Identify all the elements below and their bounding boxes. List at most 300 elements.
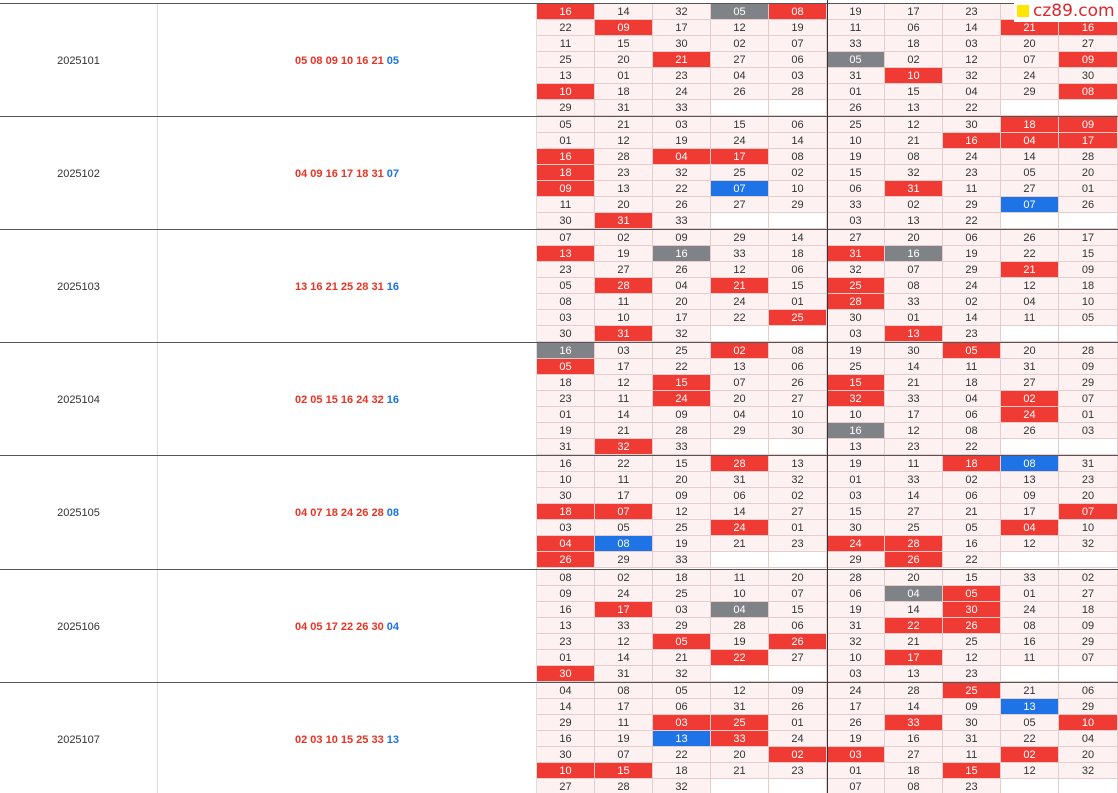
grid-cell: 01 bbox=[537, 133, 595, 149]
grid-cell: 17 bbox=[885, 407, 943, 423]
grid-cell: 26 bbox=[653, 262, 711, 278]
blue-ball: 05 bbox=[386, 54, 399, 67]
red-balls: 04 05 17 22 26 30 bbox=[295, 620, 384, 633]
grid-cell: 12 bbox=[885, 423, 943, 439]
grid-cell: 08 bbox=[537, 294, 595, 310]
grid-cell: 18 bbox=[885, 763, 943, 779]
grid-cell: 02 bbox=[595, 230, 653, 246]
grid-cell: 24 bbox=[943, 149, 1001, 165]
grid-cell: 04 bbox=[885, 586, 943, 602]
column-divider bbox=[827, 0, 828, 793]
grid-cell: 28 bbox=[711, 456, 769, 472]
grid-cell: 14 bbox=[1001, 149, 1059, 165]
grid-cell: 16 bbox=[885, 731, 943, 747]
grid-cell: 15 bbox=[769, 278, 827, 294]
grid-cell: 24 bbox=[711, 520, 769, 536]
grid-cell: 11 bbox=[943, 359, 1001, 375]
grid-cell: 23 bbox=[769, 536, 827, 552]
grid-cell: 15 bbox=[1059, 246, 1118, 262]
grid-cell: 24 bbox=[827, 536, 885, 552]
grid-cell: 09 bbox=[1059, 618, 1118, 634]
grid-cell bbox=[1001, 552, 1059, 568]
grid-cell: 24 bbox=[595, 586, 653, 602]
grid-cell: 21 bbox=[595, 423, 653, 439]
grid-cell: 26 bbox=[537, 552, 595, 568]
grid-cell: 32 bbox=[653, 666, 711, 682]
grid-cell: 29 bbox=[943, 262, 1001, 278]
grid-cell: 14 bbox=[769, 230, 827, 246]
grid-cell: 13 bbox=[885, 100, 943, 116]
grid-cell: 17 bbox=[1059, 133, 1118, 149]
grid-cell: 18 bbox=[943, 375, 1001, 391]
grid-cell: 15 bbox=[595, 36, 653, 52]
grid-cell: 24 bbox=[711, 294, 769, 310]
grid-cell: 08 bbox=[885, 278, 943, 294]
grid-cell: 15 bbox=[711, 117, 769, 133]
grid-cell: 14 bbox=[885, 488, 943, 504]
grid-cell: 04 bbox=[537, 683, 595, 699]
grid-cell: 11 bbox=[827, 20, 885, 36]
grid-cell: 31 bbox=[595, 666, 653, 682]
grid-cell: 31 bbox=[885, 181, 943, 197]
grid-cell: 12 bbox=[711, 683, 769, 699]
grid-cell: 04 bbox=[1001, 294, 1059, 310]
red-balls: 13 16 21 25 28 31 bbox=[295, 280, 384, 293]
grid-cell bbox=[1059, 439, 1118, 455]
grid-cell: 28 bbox=[885, 536, 943, 552]
grid-cell: 20 bbox=[1001, 36, 1059, 52]
blue-ball: 16 bbox=[386, 280, 399, 293]
table-row bbox=[0, 455, 1118, 568]
grid-cell bbox=[1001, 439, 1059, 455]
grid-cell: 09 bbox=[537, 181, 595, 197]
grid-cell: 02 bbox=[885, 197, 943, 213]
grid-cell: 03 bbox=[827, 747, 885, 763]
grid-cell: 06 bbox=[769, 52, 827, 68]
grid-cell: 12 bbox=[653, 504, 711, 520]
grid-cell bbox=[1001, 100, 1059, 116]
issue-number: 2025104 bbox=[0, 343, 158, 456]
watermark bbox=[1014, 0, 1118, 22]
grid-cell: 33 bbox=[885, 715, 943, 731]
grid-cell: 19 bbox=[653, 133, 711, 149]
grid-cell: 13 bbox=[711, 359, 769, 375]
grid-cell: 14 bbox=[595, 407, 653, 423]
issue-number: 2025102 bbox=[0, 117, 158, 230]
grid-cell: 17 bbox=[653, 20, 711, 36]
grid-cell: 31 bbox=[943, 731, 1001, 747]
grid-cell: 21 bbox=[595, 117, 653, 133]
grid-cell: 08 bbox=[595, 683, 653, 699]
grid-cell: 30 bbox=[537, 213, 595, 229]
grid-cell: 32 bbox=[653, 4, 711, 20]
grid-cell: 22 bbox=[1001, 246, 1059, 262]
grid-cell: 07 bbox=[1001, 197, 1059, 213]
grid-cell: 30 bbox=[1059, 68, 1118, 84]
grid-cell: 25 bbox=[653, 520, 711, 536]
grid-cell: 17 bbox=[595, 602, 653, 618]
grid-cell: 21 bbox=[1001, 20, 1059, 36]
grid-cell: 27 bbox=[1001, 181, 1059, 197]
grid-cell: 28 bbox=[1059, 149, 1118, 165]
grid-cell: 11 bbox=[595, 391, 653, 407]
grid-cell: 01 bbox=[537, 407, 595, 423]
grid-cell: 24 bbox=[1001, 407, 1059, 423]
grid-cell: 27 bbox=[827, 230, 885, 246]
grid-cell: 11 bbox=[595, 715, 653, 731]
grid-cell: 16 bbox=[827, 423, 885, 439]
grid-cell: 08 bbox=[885, 149, 943, 165]
grid-cell: 11 bbox=[1001, 650, 1059, 666]
grid-cell: 32 bbox=[827, 391, 885, 407]
grid-cell: 31 bbox=[827, 246, 885, 262]
draw-result bbox=[158, 117, 537, 230]
grid-cell: 12 bbox=[711, 262, 769, 278]
grid-cell: 27 bbox=[769, 391, 827, 407]
grid-cell: 22 bbox=[711, 650, 769, 666]
grid-cell: 28 bbox=[711, 618, 769, 634]
grid-cell: 27 bbox=[711, 52, 769, 68]
grid-cell: 21 bbox=[711, 278, 769, 294]
grid-cell: 03 bbox=[943, 36, 1001, 52]
grid-cell: 03 bbox=[769, 68, 827, 84]
grid-cell: 27 bbox=[885, 747, 943, 763]
grid-cell: 11 bbox=[1001, 310, 1059, 326]
grid-cell: 22 bbox=[537, 20, 595, 36]
blue-ball: 08 bbox=[386, 506, 399, 519]
grid-cell: 30 bbox=[943, 715, 1001, 731]
grid-cell: 03 bbox=[595, 343, 653, 359]
grid-cell: 27 bbox=[711, 197, 769, 213]
grid-cell: 28 bbox=[595, 278, 653, 294]
grid-cell: 31 bbox=[711, 699, 769, 715]
grid-cell: 23 bbox=[943, 165, 1001, 181]
grid-cell: 27 bbox=[595, 262, 653, 278]
grid-cell: 23 bbox=[1059, 472, 1118, 488]
logo-square-icon bbox=[1017, 5, 1029, 17]
grid-cell: 30 bbox=[827, 310, 885, 326]
grid-cell: 16 bbox=[653, 246, 711, 262]
grid-cell: 23 bbox=[943, 4, 1001, 20]
grid-cell: 01 bbox=[595, 68, 653, 84]
grid-cell: 30 bbox=[943, 602, 1001, 618]
grid-cell: 22 bbox=[653, 181, 711, 197]
grid-cell: 19 bbox=[595, 246, 653, 262]
grid-cell: 25 bbox=[943, 683, 1001, 699]
grid-cell: 03 bbox=[827, 666, 885, 682]
grid-cell: 20 bbox=[653, 472, 711, 488]
grid-cell bbox=[711, 552, 769, 568]
grid-cell: 15 bbox=[653, 375, 711, 391]
grid-cell bbox=[769, 779, 827, 793]
grid-cell bbox=[1001, 666, 1059, 682]
grid-cell: 14 bbox=[711, 504, 769, 520]
grid-cell: 32 bbox=[769, 472, 827, 488]
grid-cell: 02 bbox=[769, 747, 827, 763]
grid-cell bbox=[1059, 100, 1118, 116]
grid-cell: 31 bbox=[1059, 456, 1118, 472]
grid-cell: 03 bbox=[537, 520, 595, 536]
grid-cell bbox=[769, 213, 827, 229]
grid-cell: 29 bbox=[1001, 84, 1059, 100]
grid-cell: 33 bbox=[827, 36, 885, 52]
grid-cell: 31 bbox=[595, 213, 653, 229]
grid-cell: 27 bbox=[885, 504, 943, 520]
grid-cell: 26 bbox=[943, 618, 1001, 634]
grid-cell: 08 bbox=[769, 4, 827, 20]
grid-cell bbox=[1059, 552, 1118, 568]
grid-cell: 25 bbox=[885, 520, 943, 536]
grid-cell: 17 bbox=[1059, 230, 1118, 246]
grid-cell: 18 bbox=[769, 246, 827, 262]
grid-cell: 13 bbox=[595, 181, 653, 197]
grid-cell: 04 bbox=[1059, 731, 1118, 747]
grid-cell: 30 bbox=[537, 488, 595, 504]
grid-cell: 06 bbox=[769, 359, 827, 375]
grid-cell: 25 bbox=[827, 359, 885, 375]
grid-cell: 18 bbox=[885, 36, 943, 52]
grid-cell: 29 bbox=[595, 552, 653, 568]
grid-cell: 01 bbox=[827, 84, 885, 100]
grid-cell: 03 bbox=[653, 602, 711, 618]
grid-cell: 22 bbox=[653, 359, 711, 375]
grid-cell: 18 bbox=[537, 165, 595, 181]
grid-cell: 02 bbox=[1001, 391, 1059, 407]
grid-cell: 02 bbox=[769, 165, 827, 181]
grid-cell: 12 bbox=[595, 375, 653, 391]
grid-cell: 32 bbox=[827, 634, 885, 650]
grid-cell: 11 bbox=[595, 472, 653, 488]
draw-result bbox=[158, 4, 537, 117]
grid-cell: 22 bbox=[943, 213, 1001, 229]
watermark-text: cz89.com bbox=[1033, 1, 1115, 21]
issue-number: 2025105 bbox=[0, 456, 158, 569]
grid-cell: 17 bbox=[827, 699, 885, 715]
grid-cell bbox=[711, 326, 769, 342]
grid-cell: 11 bbox=[537, 197, 595, 213]
grid-cell: 12 bbox=[711, 20, 769, 36]
grid-cell: 28 bbox=[595, 149, 653, 165]
grid-cell: 02 bbox=[943, 472, 1001, 488]
grid-cell: 03 bbox=[827, 213, 885, 229]
grid-cell: 21 bbox=[653, 650, 711, 666]
table-row bbox=[0, 229, 1118, 342]
grid-cell: 05 bbox=[943, 520, 1001, 536]
grid-cell: 18 bbox=[537, 504, 595, 520]
grid-cell: 12 bbox=[1001, 536, 1059, 552]
grid-cell: 05 bbox=[537, 278, 595, 294]
grid-cell: 16 bbox=[537, 602, 595, 618]
blue-ball: 16 bbox=[386, 393, 399, 406]
grid-cell: 04 bbox=[711, 602, 769, 618]
grid-cell: 18 bbox=[1059, 278, 1118, 294]
grid-cell: 12 bbox=[595, 133, 653, 149]
grid-cell: 09 bbox=[1059, 117, 1118, 133]
grid-cell: 12 bbox=[1001, 278, 1059, 294]
grid-cell: 10 bbox=[769, 181, 827, 197]
grid-cell: 08 bbox=[769, 149, 827, 165]
grid-cell: 10 bbox=[537, 763, 595, 779]
grid-cell: 32 bbox=[653, 326, 711, 342]
grid-cell: 25 bbox=[827, 117, 885, 133]
grid-cell: 10 bbox=[1059, 294, 1118, 310]
grid-cell: 27 bbox=[769, 650, 827, 666]
grid-cell bbox=[1059, 213, 1118, 229]
grid-cell: 01 bbox=[1059, 181, 1118, 197]
grid-cell: 06 bbox=[1059, 683, 1118, 699]
grid-cell: 10 bbox=[1059, 520, 1118, 536]
grid-cell: 32 bbox=[653, 165, 711, 181]
grid-cell: 28 bbox=[653, 423, 711, 439]
grid-cell: 26 bbox=[711, 84, 769, 100]
grid-cell: 24 bbox=[711, 133, 769, 149]
grid-cell: 33 bbox=[885, 294, 943, 310]
grid-cell: 19 bbox=[537, 423, 595, 439]
grid-cell: 21 bbox=[943, 504, 1001, 520]
grid-cell: 30 bbox=[537, 666, 595, 682]
grid-cell: 27 bbox=[1059, 36, 1118, 52]
grid-cell: 05 bbox=[943, 343, 1001, 359]
grid-cell: 23 bbox=[537, 262, 595, 278]
grid-cell bbox=[1059, 779, 1118, 793]
grid-cell: 23 bbox=[943, 326, 1001, 342]
grid-cell: 01 bbox=[827, 763, 885, 779]
grid-cell: 08 bbox=[1059, 84, 1118, 100]
grid-cell: 04 bbox=[711, 407, 769, 423]
grid-cell: 21 bbox=[885, 375, 943, 391]
grid-cell: 03 bbox=[653, 117, 711, 133]
grid-cell bbox=[769, 100, 827, 116]
grid-cell: 22 bbox=[595, 456, 653, 472]
grid-cell: 19 bbox=[653, 536, 711, 552]
grid-cell: 15 bbox=[943, 570, 1001, 586]
grid-cell: 07 bbox=[769, 36, 827, 52]
grid-cell: 17 bbox=[653, 310, 711, 326]
grid-cell: 29 bbox=[537, 100, 595, 116]
grid-cell: 11 bbox=[943, 181, 1001, 197]
grid-cell: 03 bbox=[827, 488, 885, 504]
grid-cell: 26 bbox=[827, 715, 885, 731]
grid-cell: 23 bbox=[537, 634, 595, 650]
grid-cell: 19 bbox=[827, 602, 885, 618]
grid-cell: 18 bbox=[943, 456, 1001, 472]
grid-cell: 19 bbox=[827, 456, 885, 472]
grid-cell: 07 bbox=[769, 586, 827, 602]
grid-cell: 16 bbox=[537, 343, 595, 359]
table-row bbox=[0, 3, 1118, 116]
grid-cell: 01 bbox=[827, 472, 885, 488]
grid-cell: 22 bbox=[943, 100, 1001, 116]
grid-cell: 04 bbox=[943, 84, 1001, 100]
grid-cell: 10 bbox=[827, 133, 885, 149]
grid-cell: 26 bbox=[885, 552, 943, 568]
grid-cell: 24 bbox=[653, 391, 711, 407]
grid-cell: 17 bbox=[885, 4, 943, 20]
grid-cell: 25 bbox=[653, 586, 711, 602]
grid-cell: 14 bbox=[943, 310, 1001, 326]
grid-cell: 10 bbox=[769, 407, 827, 423]
issue-number: 2025106 bbox=[0, 570, 158, 683]
grid-cell: 29 bbox=[827, 552, 885, 568]
grid-cell: 16 bbox=[885, 246, 943, 262]
draw-result bbox=[158, 343, 537, 456]
grid-cell: 06 bbox=[711, 488, 769, 504]
grid-cell: 06 bbox=[653, 699, 711, 715]
grid-cell: 17 bbox=[711, 149, 769, 165]
grid-cell: 08 bbox=[1001, 456, 1059, 472]
grid-cell bbox=[711, 439, 769, 455]
grid-cell: 33 bbox=[653, 213, 711, 229]
grid-cell: 13 bbox=[537, 246, 595, 262]
grid-cell: 25 bbox=[943, 634, 1001, 650]
grid-cell: 07 bbox=[595, 747, 653, 763]
grid-cell: 24 bbox=[653, 84, 711, 100]
grid-cell: 11 bbox=[595, 294, 653, 310]
grid-cell: 05 bbox=[537, 359, 595, 375]
grid-cell: 24 bbox=[1001, 602, 1059, 618]
grid-cell: 15 bbox=[827, 375, 885, 391]
grid-cell: 10 bbox=[885, 68, 943, 84]
red-balls: 02 03 10 15 25 33 bbox=[295, 733, 384, 746]
grid-cell: 24 bbox=[827, 683, 885, 699]
grid-cell: 29 bbox=[537, 715, 595, 731]
grid-cell: 15 bbox=[827, 504, 885, 520]
grid-cell: 14 bbox=[943, 20, 1001, 36]
grid-cell: 22 bbox=[885, 618, 943, 634]
grid-cell: 02 bbox=[1001, 747, 1059, 763]
blue-ball: 13 bbox=[386, 733, 399, 746]
grid-cell: 13 bbox=[653, 731, 711, 747]
grid-cell: 31 bbox=[595, 100, 653, 116]
grid-cell: 03 bbox=[537, 310, 595, 326]
grid-cell: 03 bbox=[1059, 423, 1118, 439]
grid-cell: 21 bbox=[885, 634, 943, 650]
grid-cell: 15 bbox=[943, 763, 1001, 779]
grid-cell: 14 bbox=[769, 133, 827, 149]
grid-cell: 32 bbox=[653, 779, 711, 793]
grid-cell: 03 bbox=[653, 715, 711, 731]
grid-cell: 19 bbox=[769, 20, 827, 36]
grid-cell: 26 bbox=[653, 197, 711, 213]
grid-cell: 18 bbox=[1059, 602, 1118, 618]
grid-cell: 28 bbox=[769, 84, 827, 100]
grid-cell: 08 bbox=[595, 536, 653, 552]
grid-cell: 21 bbox=[711, 536, 769, 552]
grid-cell bbox=[769, 666, 827, 682]
grid-cell: 08 bbox=[537, 570, 595, 586]
grid-cell: 33 bbox=[653, 552, 711, 568]
grid-cell: 31 bbox=[827, 618, 885, 634]
grid-cell: 23 bbox=[943, 666, 1001, 682]
grid-cell: 17 bbox=[885, 650, 943, 666]
grid-cell: 09 bbox=[653, 488, 711, 504]
grid-cell: 07 bbox=[1059, 391, 1118, 407]
grid-cell: 29 bbox=[1059, 699, 1118, 715]
grid-cell: 16 bbox=[537, 4, 595, 20]
grid-cell: 06 bbox=[769, 618, 827, 634]
grid-cell: 33 bbox=[827, 197, 885, 213]
grid-cell: 25 bbox=[711, 165, 769, 181]
grid-cell: 26 bbox=[1059, 197, 1118, 213]
grid-cell: 06 bbox=[827, 181, 885, 197]
draw-result bbox=[158, 456, 537, 569]
grid-cell: 30 bbox=[537, 747, 595, 763]
grid-cell: 13 bbox=[885, 666, 943, 682]
grid-cell: 04 bbox=[653, 278, 711, 294]
grid-cell: 32 bbox=[1059, 763, 1118, 779]
grid-cell: 33 bbox=[885, 472, 943, 488]
grid-cell: 31 bbox=[537, 439, 595, 455]
